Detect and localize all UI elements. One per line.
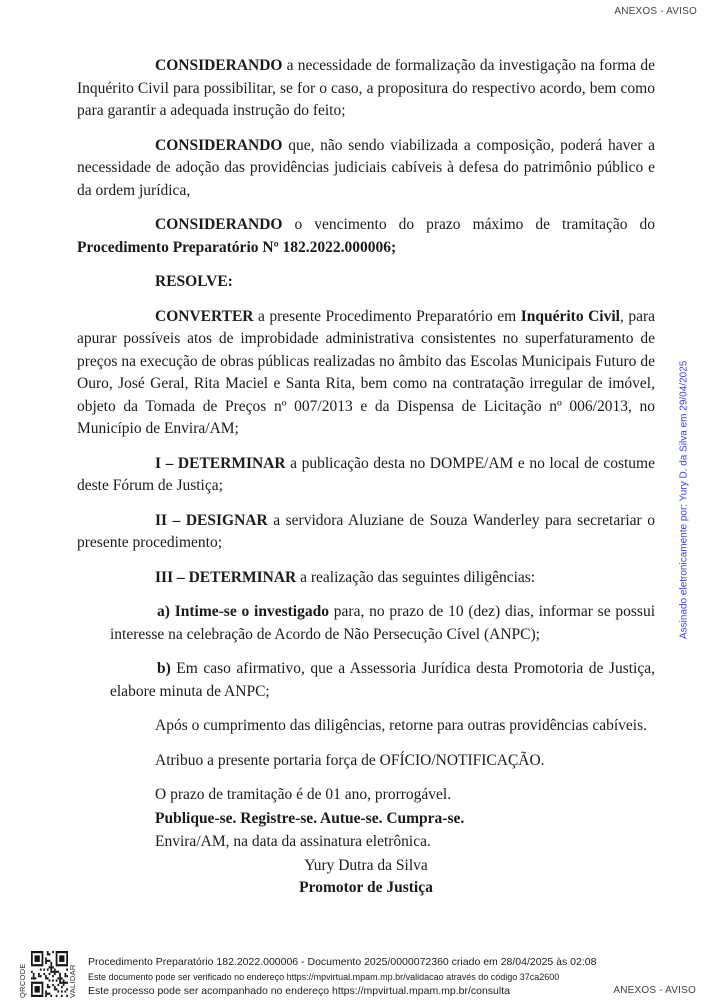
paragraph: a) Intime-se o investigado para, no prazo de 10 (dez) dias, informar se possui interesse na celebração de Acordo de Não Persecução Cível (ANPC); [110, 603, 656, 643]
paragraph: CONVERTER a presente Procedimento Preparatório em Inquérito Civil, para apurar possíveis atos de improbidade administrativa consistentes no superfaturamento de preços na execução de obras públicas realizadas no âmbito das Escolas Municipais Futuro de Ouro, José Geral, Rita Maciel e Santa Rita, bem como na contratação irregular de imóvel, objeto da Tomada de Preços nº 007/2013 e da Dispensa de Licitação nº 006/2013, no Município de Envira/AM; [77, 307, 656, 437]
paragraph: O prazo de tramitação é de 01 ano, prorrogável. [155, 786, 452, 803]
paragraph: I – DETERMINAR a publicação desta no DOMPE/AM e no local de costume deste Fórum de Justiça; [77, 454, 655, 494]
footer-document-info: Procedimento Preparatório 182.2022.000006 - Documento 2025/0000072360 criado em 28/04/2025 às 02:08 [88, 956, 597, 968]
qrcode-vertical-label: QRCODE [18, 963, 27, 998]
paragraph: III – DETERMINAR a realização das seguintes diligências: [155, 568, 536, 586]
paragraph: CONSIDERANDO a necessidade de formalização da investigação na forma de Inquérito Civil para possibilitar, se for o caso, a propositura do respectivo acordo, bem como para garantir a adequada instrução do feito; [77, 57, 655, 119]
footer-tracking-info: Este processo pode ser acompanhado no endereço https://mpvirtual.mpam.mp.br/consulta [88, 985, 510, 997]
paragraph: Yury Dutra da Silva [304, 856, 428, 874]
paragraph: Envira/AM, na data da assinatura eletrônica. [155, 833, 431, 850]
document-body [77, 55, 655, 900]
electronic-signature-strip: Assinado eletronicamente por: Yury D. da Silva em 29/04/2025 [678, 360, 690, 640]
paragraph: Após o cumprimento das diligências, retorne para outras providências cabíveis. [155, 717, 647, 734]
paragraph: CONSIDERANDO o vencimento do prazo máximo de tramitação do Procedimento Preparatório Nº 182.2022.000006; [77, 216, 655, 256]
paragraph: Publique-se. Registre-se. Autue-se. Cumpra-se. [155, 809, 465, 827]
paragraph: Atribuo a presente portaria força de OFÍCIO/NOTIFICAÇÃO. [155, 751, 545, 769]
footer-verification-info: Este documento pode ser verificado no endereço https://mpvirtual.mpam.mp.br/validacao através do código 37ca2600 [88, 971, 560, 982]
paragraph: II – DESIGNAR a servidora Aluziane de Souza Wanderley para secretariar o presente procedimento; [77, 511, 655, 551]
paragraph: RESOLVE: [155, 273, 233, 290]
header-anexos-aviso-label: ANEXOS - AVISO [614, 6, 697, 17]
paragraph: b) Em caso afirmativo, que a Assessoria Jurídica desta Promotoria de Justiça, elabore minuta de ANPC; [110, 660, 655, 700]
page-footer [88, 956, 633, 997]
paragraph: Promotor de Justiça [299, 879, 433, 896]
footer-anexos-aviso-label: ANEXOS - AVISO [613, 985, 696, 996]
paragraph: CONSIDERANDO que, não sendo viabilizada a composição, poderá haver a necessidade de adoção das providências judiciais cabíveis à defesa do patrimônio público e da ordem jurídica, [77, 136, 655, 199]
qr-code [31, 951, 68, 997]
validar-vertical-label: VALIDAR [68, 964, 77, 998]
